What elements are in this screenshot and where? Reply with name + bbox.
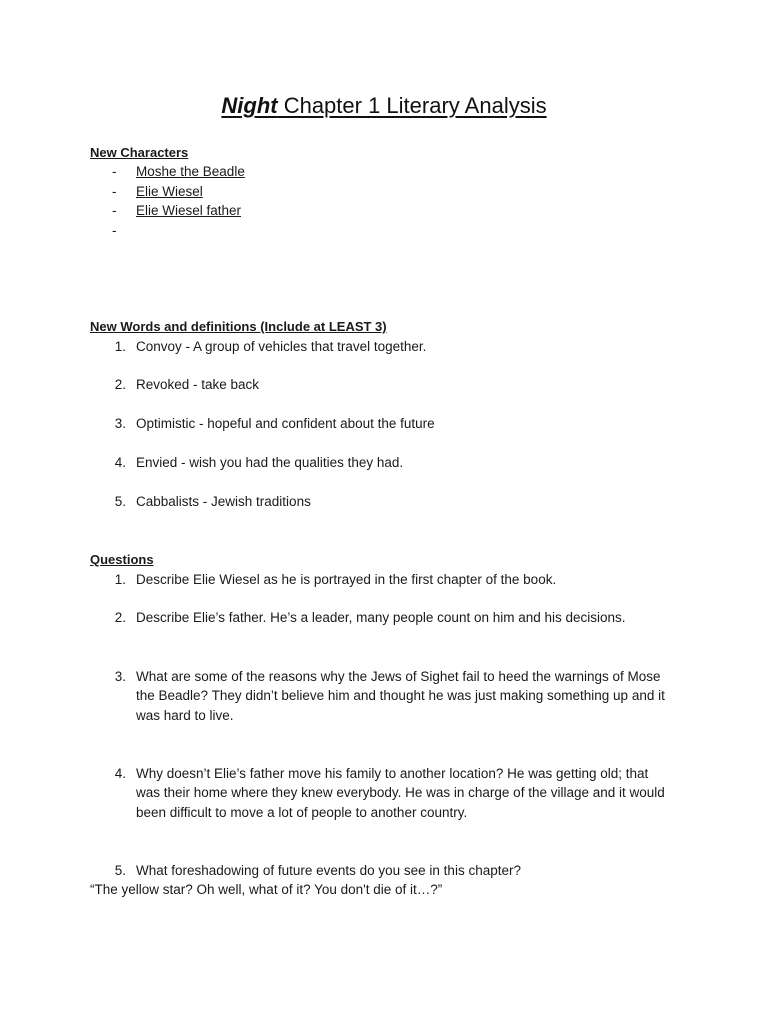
title-book-name: Night [221,93,278,118]
character-dash: - [112,164,117,179]
word-number: 3. [114,416,126,431]
word-number: 1. [114,339,126,354]
question-text-line: was hard to live. [136,708,234,723]
character-dash: - [112,203,117,218]
character-dash: - [112,223,117,238]
question-text: Describe Elie’s father. He’s a leader, many people count on him and his decisions. [136,610,626,625]
word-definition: Optimistic - hopeful and confident about the future [136,416,435,431]
words-heading: New Words and definitions (Include at LEAST 3) [90,319,387,334]
question-text: Describe Elie Wiesel as he is portrayed in the first chapter of the book. [136,572,557,587]
character-item: Elie Wiesel father [136,203,242,218]
question-text-line: Why doesn’t Elie’s father move his family to another location? He was getting old; that [136,766,649,781]
character-item: Elie Wiesel [136,184,203,199]
characters-heading: New Characters [90,145,189,160]
question-text-line: the Beadle? They didn’t believe him and thought he was just making something up and it [136,688,665,703]
question-number: 5. [114,863,126,878]
questions-heading: Questions [90,552,154,567]
question-number: 3. [114,669,126,684]
word-number: 5. [114,494,126,509]
word-number: 4. [114,455,126,470]
character-item: Moshe the Beadle [136,164,245,179]
word-definition: Revoked - take back [136,377,260,392]
question-number: 2. [114,610,126,625]
question-text-line: What are some of the reasons why the Jews of Sighet fail to heed the warnings of Mose [136,669,661,684]
page-title [0,92,768,120]
question-number: 4. [114,766,126,781]
word-definition: Envied - wish you had the qualities they had. [136,455,404,470]
character-dash: - [112,184,117,199]
word-number: 2. [114,377,126,392]
title-rest: Chapter 1 Literary Analysis [277,93,547,118]
question-number: 1. [114,572,126,587]
word-definition: Convoy - A group of vehicles that travel together. [136,339,427,354]
question-text-line: was their home where they knew everybody. He was in charge of the village and it would [136,785,665,800]
question-text-line: been difficult to move a lot of people to another country. [136,805,468,820]
question-text: What foreshadowing of future events do you see in this chapter? [136,863,521,878]
question-5-answer: “The yellow star? Oh well, what of it? You don't die of it…?” [90,882,443,897]
word-definition: Cabbalists - Jewish traditions [136,494,311,509]
